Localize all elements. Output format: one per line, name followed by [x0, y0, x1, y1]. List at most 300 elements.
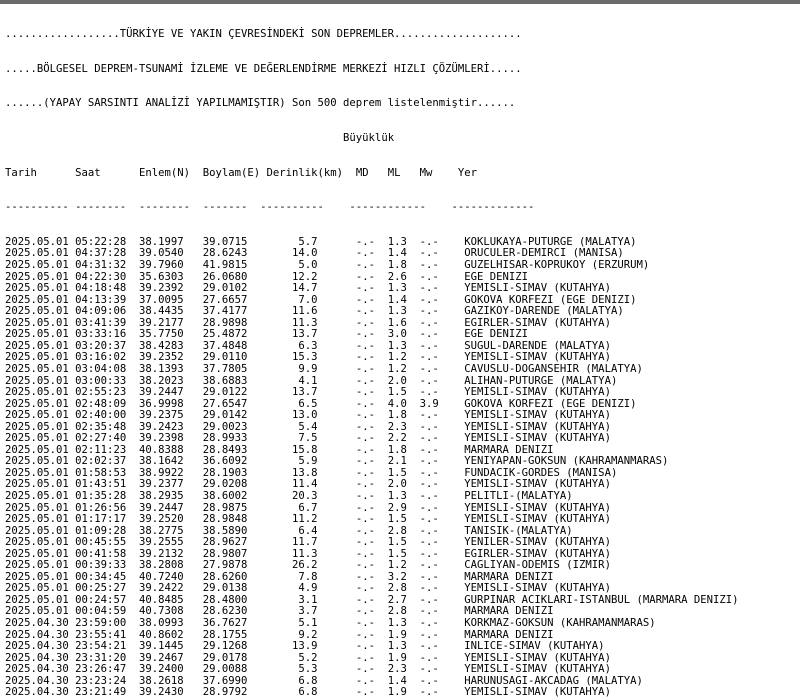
cell-time: 02:27:40 [75, 432, 139, 445]
cell-depth: 5.1 [266, 616, 356, 629]
pad [5, 132, 343, 144]
cell-time: 23:59:00 [75, 616, 139, 629]
cell-ml: 1.3 [387, 640, 420, 653]
cell-longitude: 38.5890 [202, 524, 267, 537]
cell-ml: 1.4 [387, 247, 420, 260]
cell-date: 2025.05.01 [5, 432, 76, 445]
cell-time: 04:31:32 [75, 259, 139, 272]
cell-ml: 2.8 [387, 524, 420, 537]
cell-latitude: 39.2520 [138, 513, 203, 526]
cell-latitude: 39.2400 [138, 663, 203, 676]
cell-ml: 1.3 [387, 282, 420, 295]
cell-date: 2025.05.01 [5, 513, 76, 526]
cell-location: GURPINAR ACIKLARI-ISTANBUL (MARMARA DENIZI) [464, 593, 739, 606]
cell-date: 2025.04.30 [5, 640, 76, 653]
cell-longitude: 36.6092 [202, 455, 267, 468]
cell-depth: 11.3 [266, 547, 356, 560]
cell-latitude: 38.2618 [138, 674, 203, 687]
cell-ml: 2.3 [387, 420, 420, 433]
title-line: ..................TÜRKİYE VE YAKIN ÇEVRESİNDEKİ SON DEPREMLER.................... [5, 28, 522, 41]
cell-mw: -.- [419, 328, 465, 341]
cell-latitude: 39.2398 [138, 432, 203, 445]
cell-ml: 1.3 [387, 616, 420, 629]
cell-ml: 1.3 [387, 305, 420, 318]
cell-longitude: 28.6230 [202, 605, 267, 618]
cell-location: FUNDACIK-GORDES (MANISA) [464, 466, 618, 479]
cell-latitude: 39.2392 [138, 282, 203, 295]
cell-md: -.- [355, 616, 388, 629]
cell-depth: 6.8 [266, 674, 356, 687]
cell-ml: 1.2 [387, 559, 420, 572]
cell-date: 2025.05.01 [5, 328, 76, 341]
cell-ml: 1.6 [387, 316, 420, 329]
notice-line: ......(YAPAY SARSINTI ANALİZİ YAPILMAMIŞTIR) Son 500 deprem listelenmiştir...... [5, 97, 516, 110]
cell-latitude: 40.8485 [138, 593, 203, 606]
cell-latitude: 39.2352 [138, 351, 203, 364]
cell-depth: 13.0 [266, 409, 356, 422]
cell-md: -.- [355, 374, 388, 387]
col-header-longitude: Boylam(E) [202, 166, 267, 179]
cell-date: 2025.04.30 [5, 651, 76, 664]
cell-time: 01:26:56 [75, 501, 139, 514]
cell-latitude: 39.1445 [138, 640, 203, 653]
cell-location: YENILER-SIMAV (KUTAHYA) [464, 536, 611, 549]
cell-time: 01:58:53 [75, 466, 139, 479]
cell-longitude: 28.9848 [202, 513, 267, 526]
cell-latitude: 40.8388 [138, 443, 203, 456]
cell-longitude: 38.6883 [202, 374, 267, 387]
cell-location: CAGLIYAN-ODEMIS (IZMIR) [464, 559, 611, 572]
cell-location: YEMISLI-SIMAV (KUTAHYA) [464, 409, 611, 422]
cell-longitude: 39.0715 [202, 235, 267, 248]
cell-longitude: 29.0138 [202, 582, 267, 595]
cell-location: INLICE-SIMAV (KUTAHYA) [464, 640, 605, 653]
cell-md: -.- [355, 513, 388, 526]
cell-md: -.- [355, 432, 388, 445]
cell-time: 00:34:45 [75, 570, 139, 583]
cell-ml: 2.2 [387, 432, 420, 445]
cell-depth: 5.3 [266, 663, 356, 676]
cell-time: 03:00:33 [75, 374, 139, 387]
cell-md: -.- [355, 489, 388, 502]
cell-mw: -.- [419, 640, 465, 653]
cell-ml: 1.5 [387, 513, 420, 526]
cell-depth: 20.3 [266, 489, 356, 502]
cell-location: YEMISLI-SIMAV (KUTAHYA) [464, 282, 611, 295]
cell-depth: 13.7 [266, 386, 356, 399]
cell-time: 00:25:27 [75, 582, 139, 595]
cell-time: 00:24:57 [75, 593, 139, 606]
cell-longitude: 28.9792 [202, 686, 267, 699]
cell-time: 03:33:16 [75, 328, 139, 341]
cell-longitude: 28.9807 [202, 547, 267, 560]
cell-location: YEMISLI-SIMAV (KUTAHYA) [464, 386, 611, 399]
cell-mw: -.- [419, 443, 465, 456]
cell-location: EGE DENIZI [464, 328, 529, 341]
earthquake-listing [5, 6, 739, 699]
cell-depth: 4.9 [266, 582, 356, 595]
cell-location: KOKLUKAYA-PUTURGE (MALATYA) [464, 235, 637, 248]
cell-mw: -.- [419, 547, 465, 560]
cell-mw: -.- [419, 339, 465, 352]
cell-date: 2025.05.01 [5, 339, 76, 352]
cell-md: -.- [355, 282, 388, 295]
cell-mw: -.- [419, 386, 465, 399]
cell-longitude: 27.6657 [202, 293, 267, 306]
cell-mw: -.- [419, 305, 465, 318]
cell-md: -.- [355, 478, 388, 491]
cell-mw: -.- [419, 582, 465, 595]
cell-ml: 1.9 [387, 651, 420, 664]
cell-depth: 13.7 [266, 328, 356, 341]
col-header-location: Yer [457, 166, 478, 179]
cell-latitude: 39.2177 [138, 316, 203, 329]
cell-time: 04:09:06 [75, 305, 139, 318]
cell-longitude: 26.0680 [202, 270, 267, 283]
col-header-depth: Derinlik(km) [266, 166, 356, 179]
cell-date: 2025.05.01 [5, 593, 76, 606]
cell-time: 23:55:41 [75, 628, 139, 641]
cell-depth: 6.7 [266, 501, 356, 514]
cell-longitude: 29.0208 [202, 478, 267, 491]
cell-location: YENIYAPAN-GOKSUN (KAHRAMANMARAS) [464, 455, 669, 468]
cell-md: -.- [355, 651, 388, 664]
cell-mw: -.- [419, 663, 465, 676]
cell-latitude: 36.9998 [138, 397, 203, 410]
magnitude-group-header [5, 133, 739, 145]
cell-mw: -.- [419, 432, 465, 445]
cell-date: 2025.04.30 [5, 663, 76, 676]
col-header-date: Tarih [5, 166, 76, 179]
cell-location: YEMISLI-SIMAV (KUTAHYA) [464, 686, 611, 699]
cell-time: 03:16:02 [75, 351, 139, 364]
cell-location: YEMISLI-SIMAV (KUTAHYA) [464, 420, 611, 433]
cell-latitude: 38.9922 [138, 466, 203, 479]
cell-longitude: 27.6547 [202, 397, 267, 410]
cell-mw: -.- [419, 362, 465, 375]
cell-depth: 6.5 [266, 397, 356, 410]
cell-latitude: 39.2422 [138, 582, 203, 595]
cell-longitude: 29.1268 [202, 640, 267, 653]
cell-ml: 2.8 [387, 582, 420, 595]
column-underline-row: ---------- -------- -------- ------- ---------- ------------ ------------- [5, 201, 535, 214]
cell-time: 23:31:20 [75, 651, 139, 664]
cell-longitude: 29.0023 [202, 420, 267, 433]
cell-depth: 5.4 [266, 420, 356, 433]
magnitude-group-label: Büyüklük [343, 132, 395, 145]
cell-md: -.- [355, 328, 388, 341]
cell-longitude: 38.6002 [202, 489, 267, 502]
cell-latitude: 39.2377 [138, 478, 203, 491]
cell-depth: 14.7 [266, 282, 356, 295]
cell-md: -.- [355, 466, 388, 479]
data-rows [5, 235, 739, 699]
cell-ml: 1.2 [387, 351, 420, 364]
cell-time: 02:35:48 [75, 420, 139, 433]
cell-longitude: 29.0142 [202, 409, 267, 422]
cell-ml: 1.9 [387, 628, 420, 641]
cell-location: YEMISLI-SIMAV (KUTAHYA) [464, 478, 611, 491]
cell-location: HARUNUSAGI-AKCADAG (MALATYA) [464, 674, 643, 687]
cell-latitude: 38.1393 [138, 362, 203, 375]
cell-ml: 1.4 [387, 674, 420, 687]
cell-md: -.- [355, 674, 388, 687]
cell-ml: 1.8 [387, 259, 420, 272]
cell-mw: -.- [419, 259, 465, 272]
cell-ml: 3.2 [387, 570, 420, 583]
cell-md: -.- [355, 559, 388, 572]
cell-date: 2025.04.30 [5, 616, 76, 629]
cell-mw: -.- [419, 513, 465, 526]
cell-longitude: 41.9815 [202, 259, 267, 272]
col-header-mw: Mw [419, 166, 458, 179]
cell-depth: 5.0 [266, 259, 356, 272]
cell-mw: -.- [419, 616, 465, 629]
cell-longitude: 29.0088 [202, 663, 267, 676]
cell-date: 2025.05.01 [5, 582, 76, 595]
cell-mw: -.- [419, 235, 465, 248]
cell-md: -.- [355, 397, 388, 410]
cell-depth: 5.9 [266, 455, 356, 468]
cell-date: 2025.05.01 [5, 397, 76, 410]
cell-longitude: 37.4848 [202, 339, 267, 352]
table-row [5, 687, 739, 699]
cell-longitude: 28.9933 [202, 432, 267, 445]
cell-ml: 1.4 [387, 293, 420, 306]
cell-time: 03:20:37 [75, 339, 139, 352]
cell-location: SUGUL-DARENDE (MALATYA) [464, 339, 611, 352]
cell-location: YEMISLI-SIMAV (KUTAHYA) [464, 351, 611, 364]
cell-longitude: 25.4872 [202, 328, 267, 341]
cell-ml: 1.5 [387, 466, 420, 479]
cell-ml: 2.6 [387, 270, 420, 283]
cell-md: -.- [355, 628, 388, 641]
cell-date: 2025.05.01 [5, 282, 76, 295]
cell-date: 2025.05.01 [5, 466, 76, 479]
cell-depth: 9.2 [266, 628, 356, 641]
cell-location: MARMARA DENIZI [464, 605, 554, 618]
cell-md: -.- [355, 259, 388, 272]
cell-date: 2025.05.01 [5, 524, 76, 537]
cell-date: 2025.05.01 [5, 443, 76, 456]
cell-latitude: 38.0993 [138, 616, 203, 629]
cell-latitude: 40.7308 [138, 605, 203, 618]
cell-date: 2025.05.01 [5, 570, 76, 583]
cell-location: ALIHAN-PUTURGE (MALATYA) [464, 374, 618, 387]
cell-location: MARMARA DENIZI [464, 570, 554, 583]
cell-longitude: 37.7805 [202, 362, 267, 375]
cell-ml: 2.1 [387, 455, 420, 468]
cell-md: -.- [355, 605, 388, 618]
cell-location: YEMISLI-SIMAV (KUTAHYA) [464, 432, 611, 445]
cell-location: KORKMAZ-GOKSUN (KAHRAMANMARAS) [464, 616, 656, 629]
cell-ml: 3.0 [387, 328, 420, 341]
cell-ml: 1.2 [387, 362, 420, 375]
cell-latitude: 37.0095 [138, 293, 203, 306]
cell-md: -.- [355, 570, 388, 583]
cell-location: YEMISLI-SIMAV (KUTAHYA) [464, 651, 611, 664]
cell-mw: -.- [419, 293, 465, 306]
cell-md: -.- [355, 293, 388, 306]
cell-location: YEMISLI-SIMAV (KUTAHYA) [464, 501, 611, 514]
cell-mw: -.- [419, 489, 465, 502]
col-header-ml: ML [387, 166, 420, 179]
cell-md: -.- [355, 593, 388, 606]
cell-latitude: 39.7960 [138, 259, 203, 272]
cell-mw: -.- [419, 524, 465, 537]
cell-depth: 6.3 [266, 339, 356, 352]
cell-latitude: 38.2935 [138, 489, 203, 502]
cell-depth: 6.8 [266, 686, 356, 699]
cell-longitude: 36.7627 [202, 616, 267, 629]
cell-md: -.- [355, 339, 388, 352]
cell-md: -.- [355, 362, 388, 375]
cell-depth: 11.2 [266, 513, 356, 526]
cell-depth: 4.1 [266, 374, 356, 387]
cell-latitude: 35.6303 [138, 270, 203, 283]
cell-time: 23:21:49 [75, 686, 139, 699]
cell-location: YEMISLI-SIMAV (KUTAHYA) [464, 582, 611, 595]
cell-date: 2025.05.01 [5, 305, 76, 318]
cell-ml: 1.3 [387, 235, 420, 248]
cell-location: MARMARA DENIZI [464, 443, 554, 456]
cell-depth: 15.8 [266, 443, 356, 456]
cell-depth: 7.5 [266, 432, 356, 445]
cell-date: 2025.05.01 [5, 351, 76, 364]
cell-latitude: 39.0540 [138, 247, 203, 260]
cell-longitude: 27.9878 [202, 559, 267, 572]
cell-depth: 11.7 [266, 536, 356, 549]
cell-longitude: 28.9875 [202, 501, 267, 514]
cell-date: 2025.05.01 [5, 270, 76, 283]
cell-time: 04:22:30 [75, 270, 139, 283]
cell-longitude: 29.0122 [202, 386, 267, 399]
cell-mw: -.- [419, 501, 465, 514]
cell-mw: -.- [419, 351, 465, 364]
cell-latitude: 39.2447 [138, 501, 203, 514]
cell-md: -.- [355, 536, 388, 549]
cell-latitude: 38.2023 [138, 374, 203, 387]
cell-latitude: 39.2430 [138, 686, 203, 699]
cell-depth: 7.8 [266, 570, 356, 583]
cell-ml: 2.9 [387, 501, 420, 514]
cell-depth: 11.3 [266, 316, 356, 329]
cell-ml: 2.8 [387, 605, 420, 618]
cell-latitude: 39.2447 [138, 386, 203, 399]
cell-date: 2025.05.01 [5, 235, 76, 248]
cell-time: 02:11:23 [75, 443, 139, 456]
cell-longitude: 28.8493 [202, 443, 267, 456]
cell-ml: 2.0 [387, 374, 420, 387]
cell-time: 02:55:23 [75, 386, 139, 399]
cell-ml: 1.9 [387, 686, 420, 699]
cell-ml: 1.5 [387, 547, 420, 560]
cell-date: 2025.05.01 [5, 316, 76, 329]
cell-depth: 11.6 [266, 305, 356, 318]
cell-time: 23:54:21 [75, 640, 139, 653]
cell-time: 02:02:37 [75, 455, 139, 468]
cell-longitude: 29.0178 [202, 651, 267, 664]
cell-mw: -.- [419, 536, 465, 549]
cell-longitude: 28.9627 [202, 536, 267, 549]
cell-date: 2025.04.30 [5, 686, 76, 699]
cell-date: 2025.05.01 [5, 547, 76, 560]
cell-latitude: 38.1642 [138, 455, 203, 468]
cell-md: -.- [355, 235, 388, 248]
cell-latitude: 38.4435 [138, 305, 203, 318]
cell-date: 2025.05.01 [5, 293, 76, 306]
cell-depth: 13.8 [266, 466, 356, 479]
cell-md: -.- [355, 501, 388, 514]
cell-time: 23:23:24 [75, 674, 139, 687]
cell-ml: 1.5 [387, 536, 420, 549]
cell-mw: -.- [419, 605, 465, 618]
col-header-latitude: Enlem(N) [138, 166, 203, 179]
cell-latitude: 38.2775 [138, 524, 203, 537]
cell-time: 23:26:47 [75, 663, 139, 676]
cell-location: ORUCULER-DEMIRCI (MANISA) [464, 247, 624, 260]
cell-time: 01:35:28 [75, 489, 139, 502]
cell-latitude: 39.2423 [138, 420, 203, 433]
cell-date: 2025.05.01 [5, 501, 76, 514]
cell-mw: -.- [419, 270, 465, 283]
cell-longitude: 28.6260 [202, 570, 267, 583]
cell-location: YEMISLI-SIMAV (KUTAHYA) [464, 513, 611, 526]
cell-mw: -.- [419, 466, 465, 479]
cell-longitude: 37.6990 [202, 674, 267, 687]
cell-date: 2025.05.01 [5, 455, 76, 468]
cell-longitude: 28.4800 [202, 593, 267, 606]
cell-depth: 12.2 [266, 270, 356, 283]
cell-md: -.- [355, 640, 388, 653]
cell-location: TANISIK-(MALATYA) [464, 524, 573, 537]
col-header-md: MD [355, 166, 388, 179]
cell-ml: 1.8 [387, 443, 420, 456]
cell-longitude: 28.6243 [202, 247, 267, 260]
cell-md: -.- [355, 247, 388, 260]
cell-mw: -.- [419, 247, 465, 260]
cell-date: 2025.05.01 [5, 536, 76, 549]
cell-latitude: 38.2808 [138, 559, 203, 572]
cell-ml: 2.7 [387, 593, 420, 606]
cell-time: 04:18:48 [75, 282, 139, 295]
cell-location: GOKOVA KORFEZI (EGE DENIZI) [464, 397, 637, 410]
cell-mw: -.- [419, 628, 465, 641]
cell-time: 01:17:17 [75, 513, 139, 526]
cell-latitude: 38.4283 [138, 339, 203, 352]
column-header-row [5, 168, 739, 180]
cell-longitude: 29.0110 [202, 351, 267, 364]
cell-location: EGIRLER-SIMAV (KUTAHYA) [464, 316, 611, 329]
cell-mw: -.- [419, 570, 465, 583]
cell-time: 02:48:09 [75, 397, 139, 410]
cell-md: -.- [355, 686, 388, 699]
cell-ml: 4.0 [387, 397, 420, 410]
cell-md: -.- [355, 582, 388, 595]
cell-ml: 1.8 [387, 409, 420, 422]
cell-depth: 11.4 [266, 478, 356, 491]
cell-location: PELITLI-(MALATYA) [464, 489, 573, 502]
cell-location: MARMARA DENIZI [464, 628, 554, 641]
cell-ml: 2.0 [387, 478, 420, 491]
cell-longitude: 28.9898 [202, 316, 267, 329]
cell-date: 2025.05.01 [5, 374, 76, 387]
top-border [0, 0, 800, 4]
cell-location: GOKOVA KORFEZI (EGE DENIZI) [464, 293, 637, 306]
cell-depth: 13.9 [266, 640, 356, 653]
cell-md: -.- [355, 305, 388, 318]
cell-location: GAZIKOY-DARENDE (MALATYA) [464, 305, 624, 318]
